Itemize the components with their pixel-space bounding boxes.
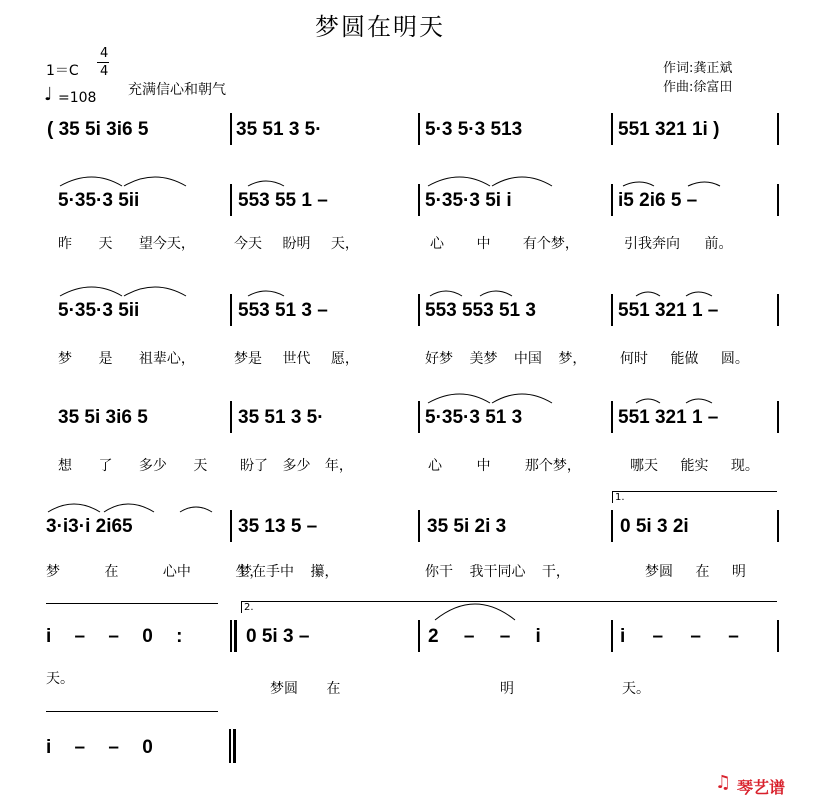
slur xyxy=(480,291,512,296)
measure-2: 35 13 5 – xyxy=(238,516,318,537)
slur xyxy=(60,287,122,296)
slur xyxy=(124,287,186,296)
time-signature-denominator: 4 xyxy=(100,64,109,79)
lyric-line: 好梦 美梦 中国 梦， xyxy=(425,351,587,367)
lyric-line: 引我奔向 前。 xyxy=(624,236,733,252)
lyric-line: 今天 盼明 天， xyxy=(234,236,359,252)
slur xyxy=(686,399,712,403)
measure-4: 551 321 1 – xyxy=(618,407,719,428)
slur xyxy=(492,394,552,403)
slur xyxy=(636,292,660,296)
lyricist-credit: 作词:龚正斌 xyxy=(663,61,733,76)
measure-3: 553 553 51 3 xyxy=(425,300,536,321)
measure-1: i – – 0 : xyxy=(46,626,183,647)
expression-mark: 充满信心和朝气 xyxy=(128,82,226,98)
volta-1-label: 1. xyxy=(615,492,625,503)
measure-1: i – – 0 xyxy=(46,737,153,758)
slur xyxy=(428,394,490,403)
tempo-mark: =108 xyxy=(58,90,97,106)
lyric-line: 梦 是 祖辈心， xyxy=(58,351,195,367)
time-signature-numerator: 4 xyxy=(100,46,109,61)
lyric-line: 你干 我干同心 干， xyxy=(425,564,570,580)
measure-1: 3·i3·i 2i65 xyxy=(46,516,133,537)
slur xyxy=(688,182,720,186)
composer-credit: 作曲:徐富田 xyxy=(663,80,733,95)
slur xyxy=(48,504,100,512)
lyric-line: 哪天 能实 现。 xyxy=(630,458,759,474)
measure-3: 5·3 5·3 513 xyxy=(425,119,523,140)
lyric-line: 心 中 那个梦， xyxy=(428,458,581,474)
measure-4: 551 321 1 – xyxy=(618,300,719,321)
measure-4: 551 321 1i ) xyxy=(618,119,720,140)
slur xyxy=(636,399,660,403)
slur xyxy=(430,291,462,296)
measure-2: 35 51 3 5· xyxy=(238,407,324,428)
lyric-line: 想 了 多少 天 xyxy=(58,458,208,474)
measure-2: 553 51 3 – xyxy=(238,300,328,321)
lyric-line: 何时 能做 圆。 xyxy=(620,351,749,367)
measure-2: 553 55 1 – xyxy=(238,190,328,211)
lyric-line: 梦在手中 攥， xyxy=(238,564,339,580)
lyric-line: 心 中 有个梦， xyxy=(430,236,579,252)
lyric-line: 盼了 多少 年， xyxy=(240,458,353,474)
measure-1: 5·35·3 5ii xyxy=(58,190,140,211)
lyric-line: 梦是 世代 愿， xyxy=(234,351,359,367)
measure-3: 2 – – i xyxy=(428,626,541,647)
volta-2-label: 2. xyxy=(244,602,254,613)
slur xyxy=(104,504,154,512)
lyric-line: 梦圆 在 明 xyxy=(645,564,746,580)
measure-2: 35 51 3 5· xyxy=(236,119,322,140)
measure-3: 5·35·3 51 3 xyxy=(425,407,523,428)
watermark-brand: 琴艺谱 xyxy=(737,778,786,797)
quarter-note-icon: ♩ xyxy=(44,84,53,105)
slur xyxy=(623,182,654,186)
key-signature: 1＝C xyxy=(46,63,79,79)
slur xyxy=(248,291,284,296)
measure-3: 5·35·3 5i i xyxy=(425,190,512,211)
measure-1: ( 35 5i 3i6 5 xyxy=(47,119,149,140)
slur xyxy=(435,604,515,620)
slur xyxy=(124,177,186,186)
slur xyxy=(180,507,212,512)
lyric-line: 天。 xyxy=(622,681,650,697)
lyric-line: 梦 在 心中 生， xyxy=(46,564,264,580)
measure-2: 0 5i 3 – xyxy=(246,626,310,647)
measure-4: 0 5i 3 2i xyxy=(620,516,689,537)
slur xyxy=(248,181,284,186)
logo-icon: ♫ xyxy=(715,772,732,793)
slur xyxy=(60,177,122,186)
measure-1: 5·35·3 5ii xyxy=(58,300,140,321)
slur xyxy=(428,177,490,186)
song-title: 梦圆在明天 xyxy=(315,13,445,41)
lyric-line: 梦圆 在 xyxy=(270,681,341,697)
slur xyxy=(686,292,712,296)
measure-1: 35 5i 3i6 5 xyxy=(58,407,148,428)
lyric-line: 天。 xyxy=(46,671,74,687)
measure-4: i – – – xyxy=(620,626,739,647)
measure-4: i5 2i6 5 – xyxy=(618,190,698,211)
slur xyxy=(492,177,552,186)
lyric-line: 明 xyxy=(500,681,514,697)
lyric-line: 昨 天 望今天， xyxy=(58,236,195,252)
measure-3: 35 5i 2i 3 xyxy=(427,516,507,537)
